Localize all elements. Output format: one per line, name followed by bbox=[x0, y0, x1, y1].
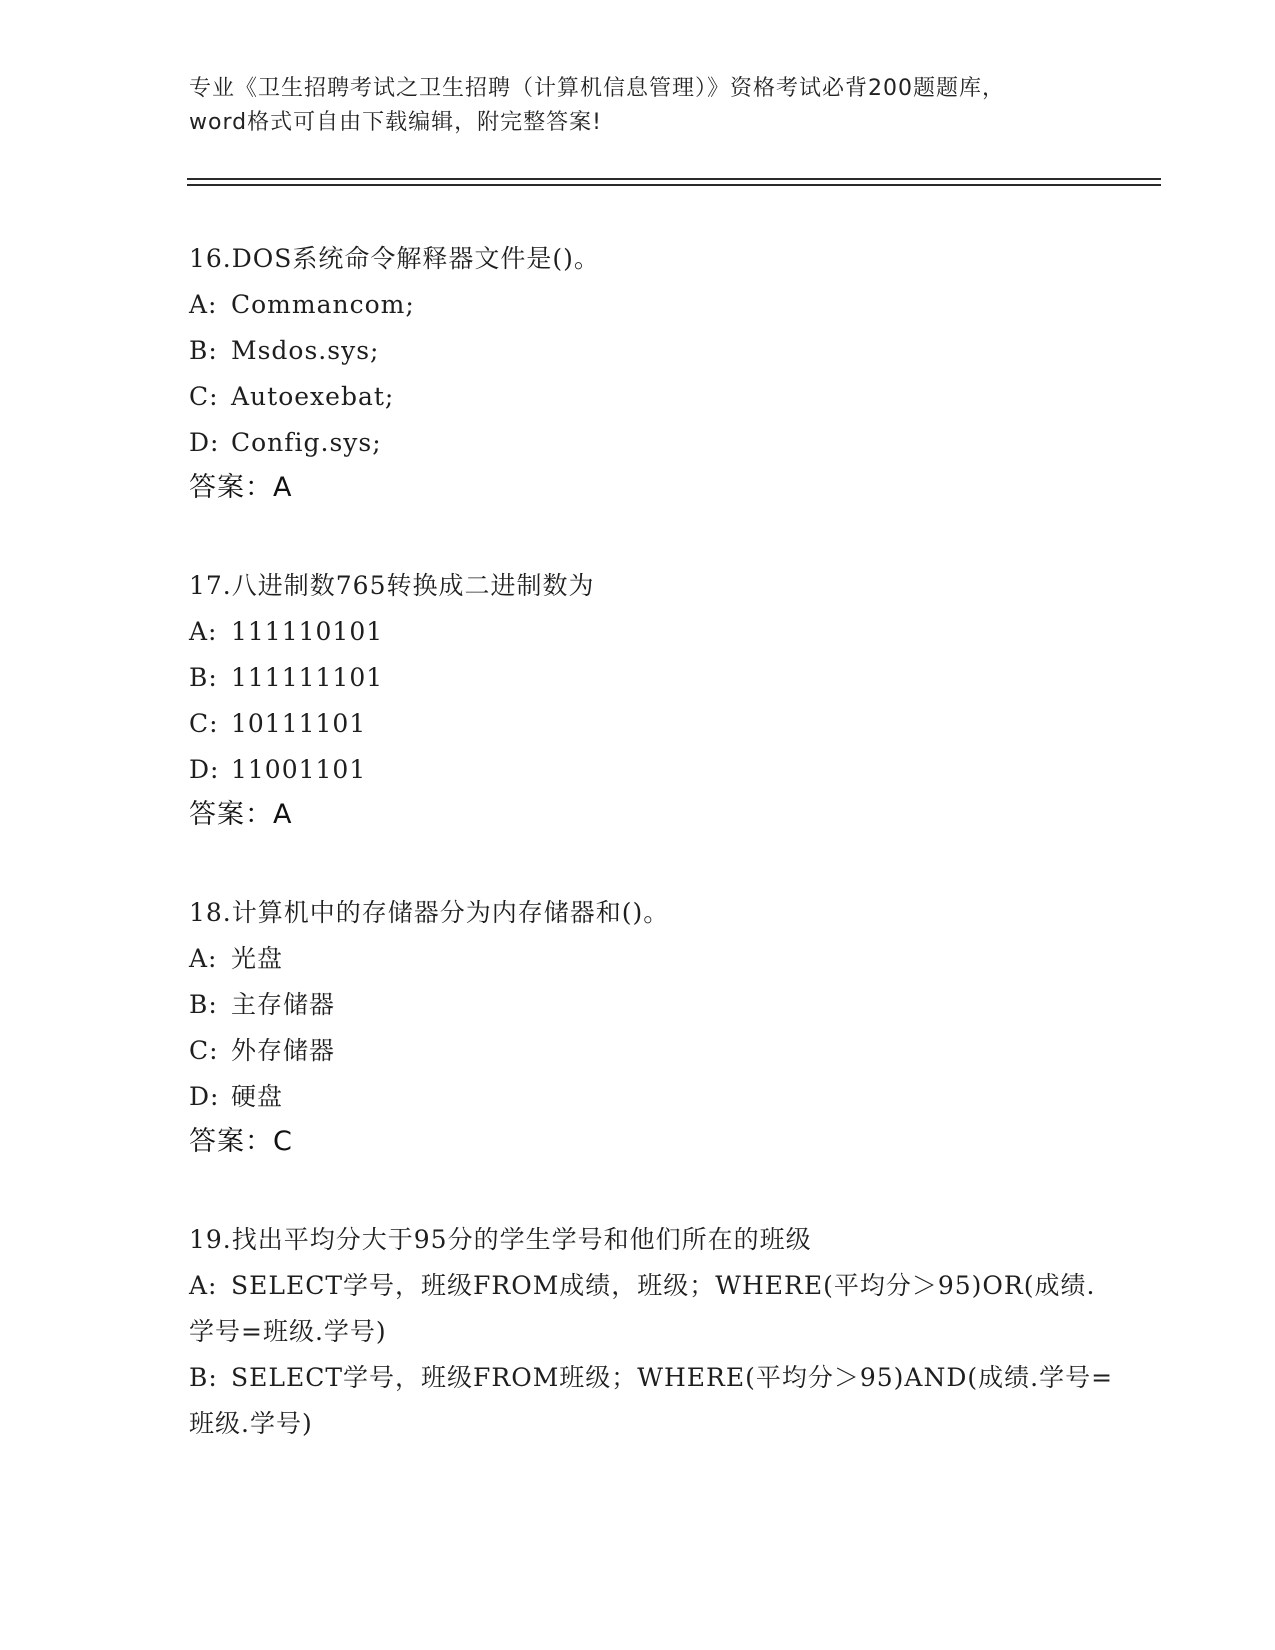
option-label: C: bbox=[189, 382, 219, 411]
option-label: A: bbox=[189, 290, 218, 319]
option-label: D: bbox=[189, 428, 220, 457]
header-divider-top bbox=[187, 178, 1161, 180]
option-c bbox=[189, 701, 1089, 747]
option-d bbox=[189, 1074, 1089, 1120]
option-b bbox=[189, 1355, 1114, 1401]
option-label: D: bbox=[189, 755, 220, 784]
answer: 答案：C bbox=[189, 1126, 293, 1157]
question-title: 18.计算机中的存储器分为内存储器和()。 bbox=[189, 898, 670, 927]
question-16 bbox=[189, 236, 1089, 510]
option-d bbox=[189, 747, 1089, 793]
option-label: D: bbox=[189, 1082, 220, 1111]
option-text: Commancom; bbox=[231, 290, 415, 319]
option-label: B: bbox=[189, 336, 218, 365]
header-line-2: word格式可自由下载编辑，附完整答案! bbox=[189, 110, 602, 135]
option-a bbox=[189, 609, 1089, 655]
option-c bbox=[189, 1028, 1089, 1074]
answer: 答案：A bbox=[189, 472, 293, 503]
option-b-continuation: 班级.学号) bbox=[189, 1409, 313, 1438]
option-text: SELECT学号，班级FROM成绩，班级；WHERE(平均分＞95)OR(成绩. bbox=[231, 1271, 1096, 1300]
option-label: B: bbox=[189, 663, 218, 692]
option-a bbox=[189, 936, 1089, 982]
option-a bbox=[189, 1263, 1096, 1309]
option-text: SELECT学号，班级FROM班级；WHERE(平均分＞95)AND(成绩.学号= bbox=[231, 1363, 1114, 1392]
option-label: A: bbox=[189, 1271, 218, 1300]
answer: 答案：A bbox=[189, 799, 293, 830]
option-text: Config.sys; bbox=[231, 428, 382, 457]
question-list bbox=[189, 236, 1114, 1500]
option-a bbox=[189, 282, 1089, 328]
document-header bbox=[189, 72, 1089, 140]
option-label: B: bbox=[189, 1363, 218, 1392]
option-a-continuation: 学号=班级.学号) bbox=[189, 1317, 387, 1346]
question-title: 17.八进制数765转换成二进制数为 bbox=[189, 571, 595, 600]
option-text: 11001101 bbox=[231, 755, 367, 784]
option-b bbox=[189, 655, 1089, 701]
question-17 bbox=[189, 563, 1089, 837]
option-text: 外存储器 bbox=[231, 1036, 336, 1065]
option-c bbox=[189, 374, 1089, 420]
question-title: 16.DOS系统命令解释器文件是()。 bbox=[189, 244, 600, 273]
option-d bbox=[189, 420, 1089, 466]
option-b bbox=[189, 982, 1089, 1028]
option-label: A: bbox=[189, 617, 218, 646]
option-text: 主存储器 bbox=[231, 990, 336, 1019]
question-title: 19.找出平均分大于95分的学生学号和他们所在的班级 bbox=[189, 1225, 812, 1254]
option-text: Msdos.sys; bbox=[231, 336, 380, 365]
option-b bbox=[189, 328, 1089, 374]
question-19 bbox=[189, 1217, 1114, 1447]
option-text: 光盘 bbox=[231, 944, 284, 973]
option-text: 硬盘 bbox=[231, 1082, 284, 1111]
option-text: 10111101 bbox=[231, 709, 367, 738]
option-text: Autoexebat; bbox=[231, 382, 395, 411]
option-text: 111111101 bbox=[231, 663, 384, 692]
option-label: C: bbox=[189, 1036, 219, 1065]
header-line-1: 专业《卫生招聘考试之卫生招聘（计算机信息管理）》资格考试必背200题题库， bbox=[189, 76, 1005, 101]
question-18 bbox=[189, 890, 1089, 1164]
option-text: 111110101 bbox=[231, 617, 384, 646]
option-label: C: bbox=[189, 709, 219, 738]
header-divider-bottom bbox=[187, 184, 1161, 186]
option-label: B: bbox=[189, 990, 218, 1019]
option-label: A: bbox=[189, 944, 218, 973]
